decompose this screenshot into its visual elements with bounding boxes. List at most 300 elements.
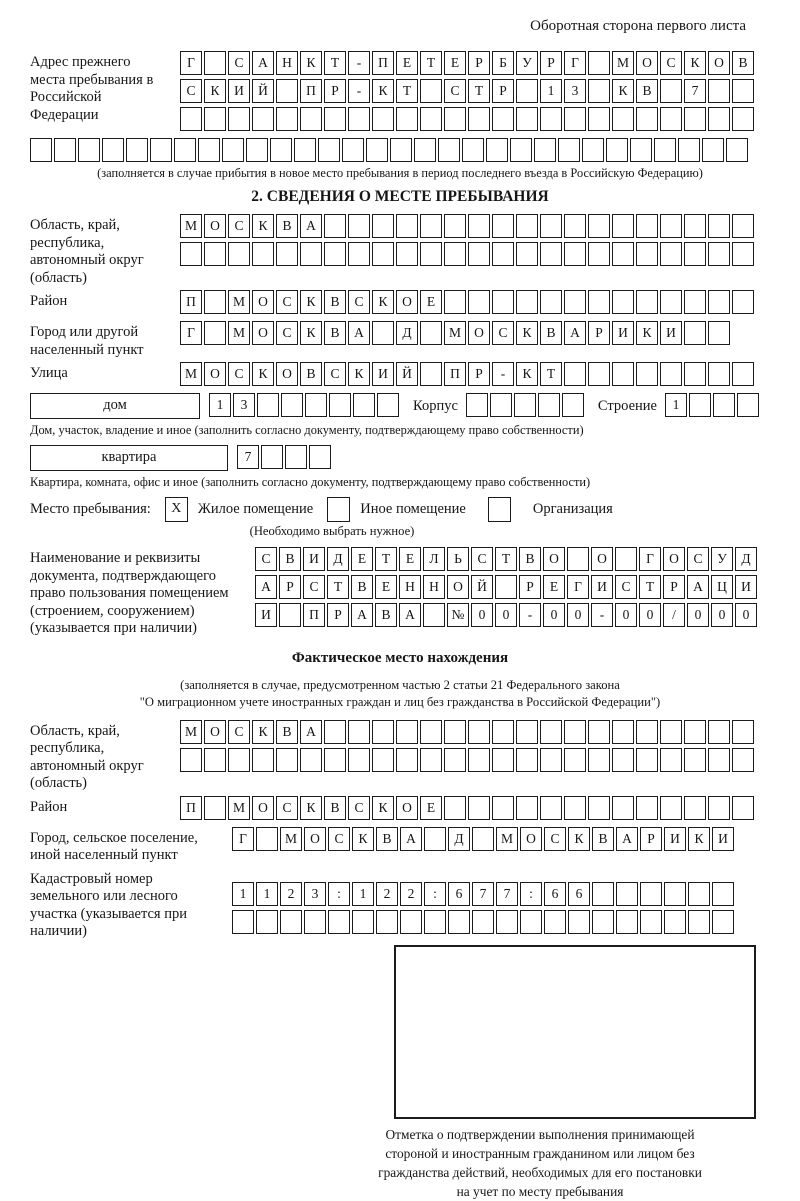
char-cell: О [204, 214, 226, 238]
char-cell: - [348, 51, 370, 75]
char-cell [712, 910, 734, 934]
char-cell: Р [492, 79, 514, 103]
fact-note-line1: (заполняется в случае, предусмотренном частью 2 статьи 21 Федерального закона [180, 677, 620, 692]
korpus-label: Корпус [413, 398, 458, 414]
char-cell [688, 882, 710, 906]
char-cell [252, 242, 274, 266]
char-cell [612, 796, 634, 820]
field-cadastre [30, 868, 770, 941]
char-cell: О [591, 547, 613, 571]
district-label: Район [30, 293, 68, 309]
char-cell [305, 393, 327, 417]
char-cell [324, 107, 346, 131]
char-cell [588, 748, 610, 772]
char-cell: Р [324, 79, 346, 103]
char-cell [660, 79, 682, 103]
char-cell: В [276, 214, 298, 238]
field-document [30, 547, 770, 638]
char-cell: К [300, 796, 322, 820]
char-cell [492, 720, 514, 744]
char-row [180, 290, 756, 314]
char-cell [702, 138, 724, 162]
char-cell: О [204, 362, 226, 386]
char-cell [708, 107, 730, 131]
char-cell [588, 79, 610, 103]
char-cell [684, 720, 706, 744]
char-cell: Р [588, 321, 610, 345]
char-cell [423, 603, 445, 627]
char-cell [276, 748, 298, 772]
char-row [180, 242, 756, 266]
char-cell [516, 107, 538, 131]
field-fact-city [30, 827, 770, 865]
char-cell [396, 107, 418, 131]
checkbox-inoe[interactable] [327, 497, 350, 522]
char-cell [708, 720, 730, 744]
char-cell: А [616, 827, 638, 851]
char-cell [204, 242, 226, 266]
stamp-caption-line: гражданства действий, необходимых для его постановки [378, 1164, 702, 1180]
char-cell [654, 138, 676, 162]
char-cell [516, 796, 538, 820]
checkbox-organizatsiya[interactable] [488, 497, 511, 522]
char-cell [309, 445, 331, 469]
char-cell [377, 393, 399, 417]
char-cell [492, 748, 514, 772]
page-header: Оборотная сторона первого листа [530, 18, 746, 34]
char-cell: Г [180, 51, 202, 75]
char-cell: 0 [639, 603, 661, 627]
char-row [237, 445, 333, 469]
char-cell: В [279, 547, 301, 571]
char-cell: А [400, 827, 422, 851]
char-cell: О [396, 796, 418, 820]
char-cell: П [300, 79, 322, 103]
char-cell [496, 910, 518, 934]
fact-region-cells [180, 720, 756, 776]
char-cell [712, 882, 734, 906]
char-cell [150, 138, 172, 162]
char-cell [228, 242, 250, 266]
char-cell [438, 138, 460, 162]
char-cell: С [492, 321, 514, 345]
char-cell [568, 910, 590, 934]
stamp-area [394, 945, 756, 1119]
char-cell: Ц [711, 575, 733, 599]
char-cell [660, 290, 682, 314]
char-cell: О [276, 362, 298, 386]
char-cell: С [228, 214, 250, 238]
char-cell: О [396, 290, 418, 314]
char-cell [492, 796, 514, 820]
char-cell [544, 910, 566, 934]
char-cell: С [276, 796, 298, 820]
char-cell [564, 214, 586, 238]
char-cell: - [348, 79, 370, 103]
char-cell [615, 547, 637, 571]
char-cell [490, 393, 512, 417]
char-cell [708, 796, 730, 820]
field-district [30, 290, 770, 318]
house-label-box: дом [30, 393, 200, 419]
char-row [232, 882, 736, 906]
char-cell [376, 910, 398, 934]
char-cell [420, 720, 442, 744]
char-cell [540, 720, 562, 744]
char-cell: С [228, 720, 250, 744]
field-region [30, 214, 770, 287]
char-cell [448, 910, 470, 934]
char-cell [279, 603, 301, 627]
char-row [255, 547, 759, 571]
char-cell [684, 214, 706, 238]
char-cell [737, 393, 759, 417]
char-cell [567, 547, 589, 571]
char-cell [300, 107, 322, 131]
char-cell [228, 748, 250, 772]
char-cell [372, 214, 394, 238]
char-cell [495, 575, 517, 599]
char-cell [420, 748, 442, 772]
char-cell [540, 290, 562, 314]
char-cell [708, 214, 730, 238]
char-cell [664, 910, 686, 934]
char-cell [372, 321, 394, 345]
char-cell [612, 748, 634, 772]
char-cell: С [303, 575, 325, 599]
char-cell [708, 242, 730, 266]
char-cell [630, 138, 652, 162]
char-cell: Е [375, 575, 397, 599]
char-cell [732, 748, 754, 772]
region-label: Область, край, республика, автономный округ (область) [30, 217, 144, 286]
char-cell: С [228, 362, 250, 386]
document-cells [255, 547, 759, 631]
char-cell: Д [735, 547, 757, 571]
char-cell: О [304, 827, 326, 851]
char-cell [420, 321, 442, 345]
char-cell [636, 290, 658, 314]
char-cell: К [372, 290, 394, 314]
char-cell [180, 242, 202, 266]
char-cell: Н [276, 51, 298, 75]
char-cell: К [568, 827, 590, 851]
char-cell [324, 720, 346, 744]
char-cell [348, 214, 370, 238]
char-cell: О [204, 720, 226, 744]
street-label: Улица [30, 365, 68, 381]
char-cell: С [660, 51, 682, 75]
char-cell: Т [324, 51, 346, 75]
char-cell: Н [423, 575, 445, 599]
char-cell [564, 720, 586, 744]
char-cell: Р [519, 575, 541, 599]
checkbox-zhiloe[interactable]: X [165, 497, 188, 522]
char-cell: 7 [237, 445, 259, 469]
char-cell: К [684, 51, 706, 75]
char-cell [294, 138, 316, 162]
char-cell: В [324, 290, 346, 314]
char-cell [420, 214, 442, 238]
char-cell [588, 362, 610, 386]
char-cell: О [708, 51, 730, 75]
char-cell: Р [540, 51, 562, 75]
char-cell: С [180, 79, 202, 103]
char-cell [684, 748, 706, 772]
char-cell: : [424, 882, 446, 906]
option-inoe-label: Иное помещение [360, 501, 466, 517]
stay-type-label: Место пребывания: [30, 501, 151, 517]
char-cell [204, 748, 226, 772]
char-cell: К [300, 51, 322, 75]
char-cell [732, 242, 754, 266]
char-cell [640, 882, 662, 906]
char-cell: Й [471, 575, 493, 599]
char-cell [78, 138, 100, 162]
char-cell: Е [420, 796, 442, 820]
char-cell [688, 910, 710, 934]
char-cell [257, 393, 279, 417]
char-cell [328, 910, 350, 934]
char-cell [612, 242, 634, 266]
char-cell: Р [468, 362, 490, 386]
char-cell [636, 748, 658, 772]
char-cell [612, 107, 634, 131]
char-cell [396, 242, 418, 266]
char-cell: И [303, 547, 325, 571]
char-cell [352, 910, 374, 934]
char-cell [204, 796, 226, 820]
char-cell [444, 720, 466, 744]
char-cell: 6 [448, 882, 470, 906]
char-cell [514, 393, 536, 417]
char-cell [516, 214, 538, 238]
char-cell: 1 [209, 393, 231, 417]
char-cell: Й [252, 79, 274, 103]
char-cell: 6 [544, 882, 566, 906]
char-cell: К [252, 720, 274, 744]
stamp-caption [310, 1125, 770, 1201]
char-cell [396, 748, 418, 772]
field-prev-address [30, 51, 770, 135]
stamp-caption-line: Отметка о подтверждении выполнения принимающей [385, 1126, 695, 1142]
char-cell: 0 [495, 603, 517, 627]
char-cell [468, 720, 490, 744]
char-cell: В [592, 827, 614, 851]
char-cell [660, 107, 682, 131]
char-cell: О [468, 321, 490, 345]
char-cell: И [228, 79, 250, 103]
section2-title: 2. СВЕДЕНИЯ О МЕСТЕ ПРЕБЫВАНИЯ [251, 188, 549, 205]
char-cell [708, 321, 730, 345]
apartment-label-box: квартира [30, 445, 228, 471]
char-cell: П [444, 362, 466, 386]
char-cell [420, 79, 442, 103]
char-cell: 3 [304, 882, 326, 906]
char-cell [564, 242, 586, 266]
char-cell: О [447, 575, 469, 599]
char-cell [732, 79, 754, 103]
char-cell: 0 [567, 603, 589, 627]
char-cell: С [324, 362, 346, 386]
char-cell: С [471, 547, 493, 571]
prev-address-note: (заполняется в случае прибытия в новое место пребывания в период последнего въезда в Российскую Федерацию) [97, 166, 703, 180]
char-cell [612, 214, 634, 238]
char-cell: М [180, 214, 202, 238]
option-organizatsiya-label: Организация [532, 501, 613, 517]
char-cell [588, 214, 610, 238]
char-cell [468, 107, 490, 131]
char-cell: В [351, 575, 373, 599]
field-street [30, 362, 770, 390]
char-cell: - [492, 362, 514, 386]
document-label: Наименование и реквизиты документа, подтверждающего право пользования помещением (строением, сооружением) (указывается при наличии) [30, 550, 229, 636]
char-cell: А [300, 214, 322, 238]
fact-city-label: Город, сельское поселение, иной населенный пункт [30, 829, 198, 863]
char-cell: С [276, 290, 298, 314]
char-row [180, 107, 756, 131]
char-cell: В [732, 51, 754, 75]
char-cell: Г [639, 547, 661, 571]
char-cell: С [444, 79, 466, 103]
char-cell: Р [279, 575, 301, 599]
char-cell [126, 138, 148, 162]
char-cell: 2 [400, 882, 422, 906]
char-cell [540, 748, 562, 772]
char-cell: С [348, 290, 370, 314]
char-cell: С [228, 51, 250, 75]
char-cell: У [711, 547, 733, 571]
char-cell: О [543, 547, 565, 571]
char-cell [516, 748, 538, 772]
char-cell: И [591, 575, 613, 599]
char-cell [256, 827, 278, 851]
char-cell: М [612, 51, 634, 75]
char-row [232, 827, 736, 851]
fact-district-label: Район [30, 798, 68, 815]
char-cell [612, 362, 634, 386]
char-cell [324, 748, 346, 772]
char-cell: С [255, 547, 277, 571]
char-cell: Д [396, 321, 418, 345]
char-cell [318, 138, 340, 162]
char-cell: Ь [447, 547, 469, 571]
field-house [30, 393, 770, 421]
char-cell [348, 242, 370, 266]
char-cell [660, 748, 682, 772]
char-cell: Т [468, 79, 490, 103]
char-cell: - [519, 603, 541, 627]
char-cell [276, 79, 298, 103]
char-cell [708, 362, 730, 386]
char-cell: Б [492, 51, 514, 75]
char-cell: С [348, 796, 370, 820]
char-cell [372, 107, 394, 131]
char-cell [708, 79, 730, 103]
char-cell: А [351, 603, 373, 627]
char-cell [684, 796, 706, 820]
char-cell [588, 107, 610, 131]
char-cell [444, 214, 466, 238]
char-cell [564, 107, 586, 131]
char-cell: В [376, 827, 398, 851]
char-cell [540, 214, 562, 238]
char-cell: 7 [684, 79, 706, 103]
char-row [665, 393, 761, 417]
char-cell: С [276, 321, 298, 345]
char-cell: : [520, 882, 542, 906]
char-cell [732, 107, 754, 131]
char-cell [468, 796, 490, 820]
char-row [180, 321, 732, 345]
char-cell: У [516, 51, 538, 75]
char-cell [492, 214, 514, 238]
char-cell [538, 393, 560, 417]
char-cell: А [300, 720, 322, 744]
char-cell [304, 910, 326, 934]
char-cell [684, 321, 706, 345]
char-cell [204, 107, 226, 131]
char-cell: 1 [256, 882, 278, 906]
char-cell: Т [540, 362, 562, 386]
char-cell [588, 720, 610, 744]
char-cell [540, 107, 562, 131]
stroenie-label: Строение [597, 398, 657, 414]
char-cell [636, 362, 658, 386]
char-cell [726, 138, 748, 162]
char-cell [732, 290, 754, 314]
char-cell: Д [448, 827, 470, 851]
char-cell: Р [327, 603, 349, 627]
char-cell: Е [543, 575, 565, 599]
char-cell: Е [396, 51, 418, 75]
char-cell [468, 748, 490, 772]
char-cell: О [636, 51, 658, 75]
char-cell [520, 910, 542, 934]
char-cell [588, 796, 610, 820]
char-cell: А [687, 575, 709, 599]
char-cell: О [663, 547, 685, 571]
char-cell [300, 748, 322, 772]
house-note: Дом, участок, владение и иное (заполнить согласно документу, подтверждающему право собственности) [30, 423, 584, 437]
char-cell: М [228, 796, 250, 820]
char-cell: 0 [735, 603, 757, 627]
char-cell [256, 910, 278, 934]
char-cell [342, 138, 364, 162]
char-cell [616, 882, 638, 906]
char-cell [588, 290, 610, 314]
char-cell: К [300, 290, 322, 314]
char-cell: В [324, 321, 346, 345]
char-cell: В [276, 720, 298, 744]
char-cell: К [352, 827, 374, 851]
char-cell [468, 290, 490, 314]
char-cell: Й [396, 362, 418, 386]
char-cell: Т [420, 51, 442, 75]
char-cell: К [636, 321, 658, 345]
char-row [180, 51, 756, 75]
prev-address-cells [180, 51, 756, 135]
char-cell: К [252, 214, 274, 238]
char-cell [660, 242, 682, 266]
char-cell: С [615, 575, 637, 599]
stamp-caption-line: стороной и иностранным гражданином или лицом без [385, 1145, 695, 1161]
char-cell [468, 242, 490, 266]
char-cell [420, 107, 442, 131]
char-cell [562, 393, 584, 417]
char-cell: К [516, 321, 538, 345]
char-cell [444, 290, 466, 314]
